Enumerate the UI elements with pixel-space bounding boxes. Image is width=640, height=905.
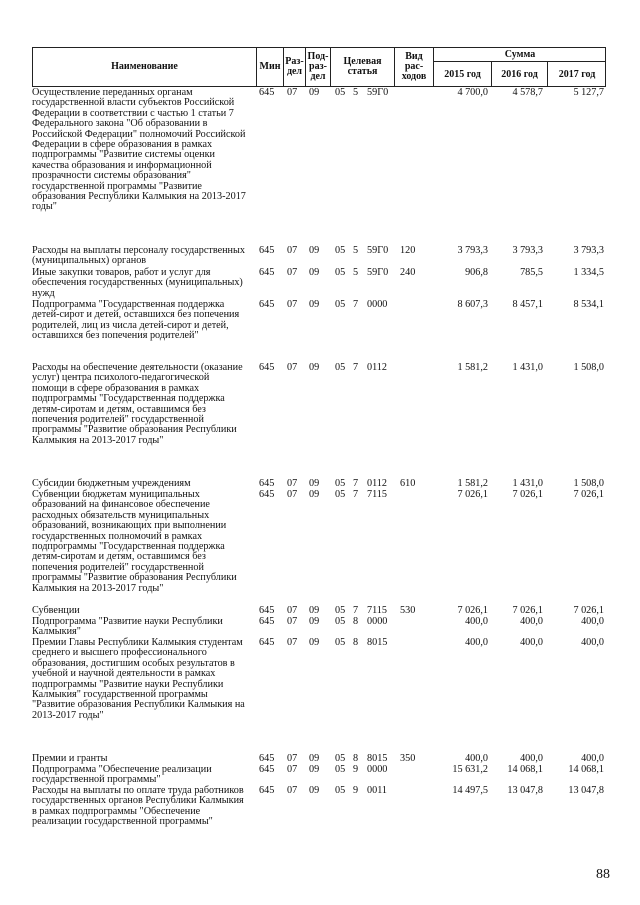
row-cell-cs1: 05 bbox=[335, 764, 346, 775]
row-cell-rz: 07 bbox=[287, 245, 298, 256]
row-cell-y1: 1 581,2 bbox=[457, 362, 488, 373]
table-row bbox=[32, 363, 606, 479]
row-cell-cs2: 7 bbox=[353, 489, 359, 500]
row-cell-y3: 7 026,1 bbox=[573, 489, 604, 500]
row-cell-min: 645 bbox=[259, 616, 275, 627]
row-cell-cs3: 8015 bbox=[367, 753, 388, 764]
header-celevaya: Целевая статья bbox=[331, 48, 395, 86]
row-cell-y1: 400,0 bbox=[465, 616, 488, 627]
row-name: Премии и гранты bbox=[32, 753, 108, 764]
row-cell-cs2: 5 bbox=[353, 87, 359, 98]
row-cell-cs2: 9 bbox=[353, 785, 359, 796]
row-cell-rz: 07 bbox=[287, 753, 298, 764]
row-cell-cs2: 8 bbox=[353, 637, 359, 648]
table-row bbox=[32, 300, 606, 363]
row-cell-min: 645 bbox=[259, 605, 275, 616]
row-cell-prz: 09 bbox=[309, 605, 320, 616]
row-cell-min: 645 bbox=[259, 489, 275, 500]
row-cell-min: 645 bbox=[259, 267, 275, 278]
row-cell-y1: 4 700,0 bbox=[457, 87, 488, 98]
row-cell-y1: 7 026,1 bbox=[457, 489, 488, 500]
row-cell-prz: 09 bbox=[309, 267, 320, 278]
table-header bbox=[32, 47, 606, 87]
row-cell-rz: 07 bbox=[287, 267, 298, 278]
row-cell-y2: 400,0 bbox=[520, 637, 543, 648]
table-body bbox=[32, 88, 606, 842]
row-cell-cs2: 8 bbox=[353, 616, 359, 627]
row-cell-min: 645 bbox=[259, 478, 275, 489]
row-cell-y2: 4 578,7 bbox=[512, 87, 543, 98]
row-name: Расходы на выплаты по оплате труда работников государственных органов Республики Калмыкия в рамках подпрограммы "Обеспечение реализации государственной программы" bbox=[32, 785, 244, 828]
row-cell-y2: 1 431,0 bbox=[512, 362, 543, 373]
header-podrazdel: Под-раз-дел bbox=[306, 48, 331, 86]
row-cell-y3: 400,0 bbox=[581, 637, 604, 648]
row-cell-min: 645 bbox=[259, 785, 275, 796]
row-cell-cs1: 05 bbox=[335, 478, 346, 489]
row-cell-cs1: 05 bbox=[335, 753, 346, 764]
row-cell-cs3: 8015 bbox=[367, 637, 388, 648]
row-cell-cs1: 05 bbox=[335, 637, 346, 648]
row-cell-cs3: 0011 bbox=[367, 785, 387, 796]
row-cell-y3: 14 068,1 bbox=[568, 764, 604, 775]
page-number: 88 bbox=[596, 867, 610, 882]
row-cell-y2: 785,5 bbox=[520, 267, 543, 278]
row-cell-y2: 1 431,0 bbox=[512, 478, 543, 489]
row-cell-prz: 09 bbox=[309, 764, 320, 775]
row-cell-cs2: 7 bbox=[353, 299, 359, 310]
row-cell-y2: 3 793,3 bbox=[512, 245, 543, 256]
row-cell-rz: 07 bbox=[287, 605, 298, 616]
row-cell-vid: 350 bbox=[400, 753, 416, 764]
row-cell-cs2: 7 bbox=[353, 362, 359, 373]
row-cell-min: 645 bbox=[259, 245, 275, 256]
row-cell-y2: 8 457,1 bbox=[512, 299, 543, 310]
row-cell-cs1: 05 bbox=[335, 299, 346, 310]
row-cell-cs1: 05 bbox=[335, 245, 346, 256]
row-cell-cs2: 8 bbox=[353, 753, 359, 764]
row-name: Расходы на обеспечение деятельности (оказание услуг) центра психолого-педагогической помощи в сфере образования в рамках подпрограммы "Государственная поддержка детям-сиротам и детям, оставшимся без попечения родителей" государственной программы "Развитие образования Республики Калмыкия на 2013-2017 годы" bbox=[32, 362, 243, 446]
row-cell-cs1: 05 bbox=[335, 267, 346, 278]
row-cell-cs2: 5 bbox=[353, 267, 359, 278]
row-cell-cs1: 05 bbox=[335, 605, 346, 616]
row-cell-y1: 906,8 bbox=[465, 267, 488, 278]
row-cell-min: 645 bbox=[259, 87, 275, 98]
row-cell-rz: 07 bbox=[287, 637, 298, 648]
row-cell-cs3: 7115 bbox=[367, 605, 387, 616]
header-name: Наименование bbox=[33, 48, 257, 86]
row-cell-y3: 5 127,7 bbox=[573, 87, 604, 98]
row-cell-rz: 07 bbox=[287, 764, 298, 775]
row-cell-rz: 07 bbox=[287, 616, 298, 627]
row-cell-y3: 400,0 bbox=[581, 616, 604, 627]
row-cell-cs3: 0112 bbox=[367, 362, 387, 373]
table-row bbox=[32, 617, 606, 638]
row-cell-rz: 07 bbox=[287, 785, 298, 796]
header-year-2017: 2017 год bbox=[558, 68, 596, 80]
row-cell-vid: 120 bbox=[400, 245, 416, 256]
table-row bbox=[32, 268, 606, 300]
row-cell-y1: 8 607,3 bbox=[457, 299, 488, 310]
row-cell-y3: 3 793,3 bbox=[573, 245, 604, 256]
row-cell-y1: 14 497,5 bbox=[452, 785, 488, 796]
table-row bbox=[32, 88, 606, 246]
row-cell-cs2: 7 bbox=[353, 605, 359, 616]
row-cell-y3: 1 334,5 bbox=[573, 267, 604, 278]
row-cell-prz: 09 bbox=[309, 785, 320, 796]
row-cell-y1: 7 026,1 bbox=[457, 605, 488, 616]
row-cell-y1: 400,0 bbox=[465, 753, 488, 764]
row-cell-y2: 7 026,1 bbox=[512, 605, 543, 616]
header-vid: Вид рас-ходов bbox=[395, 48, 434, 86]
row-name: Подпрограмма "Обеспечение реализации государственной программы" bbox=[32, 764, 212, 786]
row-cell-cs2: 7 bbox=[353, 478, 359, 489]
row-cell-min: 645 bbox=[259, 753, 275, 764]
row-cell-y2: 400,0 bbox=[520, 616, 543, 627]
row-cell-cs1: 05 bbox=[335, 362, 346, 373]
row-name: Подпрограмма "Развитие науки Республики Калмыкия" bbox=[32, 616, 223, 638]
row-cell-cs3: 59Г0 bbox=[367, 87, 389, 98]
row-cell-y1: 1 581,2 bbox=[457, 478, 488, 489]
row-cell-prz: 09 bbox=[309, 362, 320, 373]
row-cell-y3: 13 047,8 bbox=[568, 785, 604, 796]
row-name: Субвенции bbox=[32, 605, 80, 616]
row-name: Иные закупки товаров, работ и услуг для обеспечения государственных (муниципальных) нужд bbox=[32, 267, 243, 299]
row-cell-cs3: 0000 bbox=[367, 764, 388, 775]
row-cell-y3: 1 508,0 bbox=[573, 362, 604, 373]
row-cell-prz: 09 bbox=[309, 299, 320, 310]
row-cell-vid: 530 bbox=[400, 605, 416, 616]
row-cell-y1: 400,0 bbox=[465, 637, 488, 648]
row-cell-rz: 07 bbox=[287, 299, 298, 310]
row-cell-cs1: 05 bbox=[335, 785, 346, 796]
row-cell-vid: 610 bbox=[400, 478, 416, 489]
row-cell-min: 645 bbox=[259, 362, 275, 373]
row-cell-cs3: 0000 bbox=[367, 616, 388, 627]
row-cell-y3: 400,0 bbox=[581, 753, 604, 764]
row-name: Субвенции бюджетам муниципальных образований на финансовое обеспечение расходных обязательств муниципальных образований, возникающих при выполнении государственных полномочий в рамках подпрограммы "Государственная поддержка детям-сиротам и детям, оставшимся без попечения родителей" государственной программы "Развитие образования Республики Калмыкия на 2013-2017 годы" bbox=[32, 489, 237, 594]
row-cell-cs2: 9 bbox=[353, 764, 359, 775]
row-cell-cs2: 5 bbox=[353, 245, 359, 256]
header-year-2015: 2015 год bbox=[434, 61, 492, 87]
row-cell-y2: 14 068,1 bbox=[507, 764, 543, 775]
header-year-2016: 2016 год bbox=[492, 61, 548, 87]
row-cell-prz: 09 bbox=[309, 489, 320, 500]
header-summa: Сумма bbox=[434, 48, 606, 62]
row-cell-y2: 7 026,1 bbox=[512, 489, 543, 500]
row-cell-cs1: 05 bbox=[335, 489, 346, 500]
row-cell-rz: 07 bbox=[287, 478, 298, 489]
table-row bbox=[32, 246, 606, 268]
row-cell-y1: 3 793,3 bbox=[457, 245, 488, 256]
row-cell-min: 645 bbox=[259, 764, 275, 775]
row-cell-cs3: 59Г0 bbox=[367, 245, 389, 256]
row-cell-y3: 8 534,1 bbox=[573, 299, 604, 310]
row-cell-y1: 15 631,2 bbox=[452, 764, 488, 775]
row-cell-prz: 09 bbox=[309, 87, 320, 98]
row-cell-min: 645 bbox=[259, 637, 275, 648]
row-cell-prz: 09 bbox=[309, 616, 320, 627]
row-cell-rz: 07 bbox=[287, 87, 298, 98]
row-cell-y2: 400,0 bbox=[520, 753, 543, 764]
row-name: Подпрограмма "Государственная поддержка детей-сирот и детей, оставшихся без попечения родителей, лиц из числа детей-сирот и детей, оставшихся без попечения родителей" bbox=[32, 299, 240, 342]
table-row bbox=[32, 490, 606, 606]
row-cell-cs3: 0000 bbox=[367, 299, 388, 310]
row-cell-cs3: 7115 bbox=[367, 489, 387, 500]
row-cell-cs1: 05 bbox=[335, 87, 346, 98]
table-row bbox=[32, 786, 606, 842]
row-cell-y3: 7 026,1 bbox=[573, 605, 604, 616]
row-name: Субсидии бюджетным учреждениям bbox=[32, 478, 191, 489]
row-cell-rz: 07 bbox=[287, 489, 298, 500]
row-cell-prz: 09 bbox=[309, 637, 320, 648]
row-cell-prz: 09 bbox=[309, 245, 320, 256]
table-row bbox=[32, 765, 606, 786]
row-name: Осуществление переданных органам государственной власти субъектов Российской Федерации в соответствии с частью 1 статьи 7 Федерального закона "Об образовании в Российской Федерации" полномочий Российской Федерации в сфере образования в рамках подпрограммы "Развитие системы оценки качества образования и информационной прозрачности системы образования" государственной программы "Развитие образования Республики Калмыкия на 2013-2017 годы" bbox=[32, 87, 246, 213]
header-razdel: Раз-дел bbox=[284, 48, 306, 86]
row-cell-rz: 07 bbox=[287, 362, 298, 373]
row-cell-min: 645 bbox=[259, 299, 275, 310]
row-cell-prz: 09 bbox=[309, 478, 320, 489]
row-cell-prz: 09 bbox=[309, 753, 320, 764]
row-name: Премии Главы Республики Калмыкия студентам среднего и высшего профессионального образования, достигшим особых результатов в учебной и научной деятельности в рамках подпрограммы "Развитие науки Республики Калмыкия" государственной программы "Развитие образования Республики Калмыкия на 2013-2017 годы" bbox=[32, 637, 245, 721]
table-row bbox=[32, 638, 606, 754]
row-cell-vid: 240 bbox=[400, 267, 416, 278]
row-name: Расходы на выплаты персоналу государственных (муниципальных) органов bbox=[32, 245, 245, 267]
row-cell-cs3: 0112 bbox=[367, 478, 387, 489]
row-cell-cs1: 05 bbox=[335, 616, 346, 627]
header-min: Мин bbox=[257, 48, 284, 86]
row-cell-cs3: 59Г0 bbox=[367, 267, 389, 278]
row-cell-y3: 1 508,0 bbox=[573, 478, 604, 489]
row-cell-y2: 13 047,8 bbox=[507, 785, 543, 796]
